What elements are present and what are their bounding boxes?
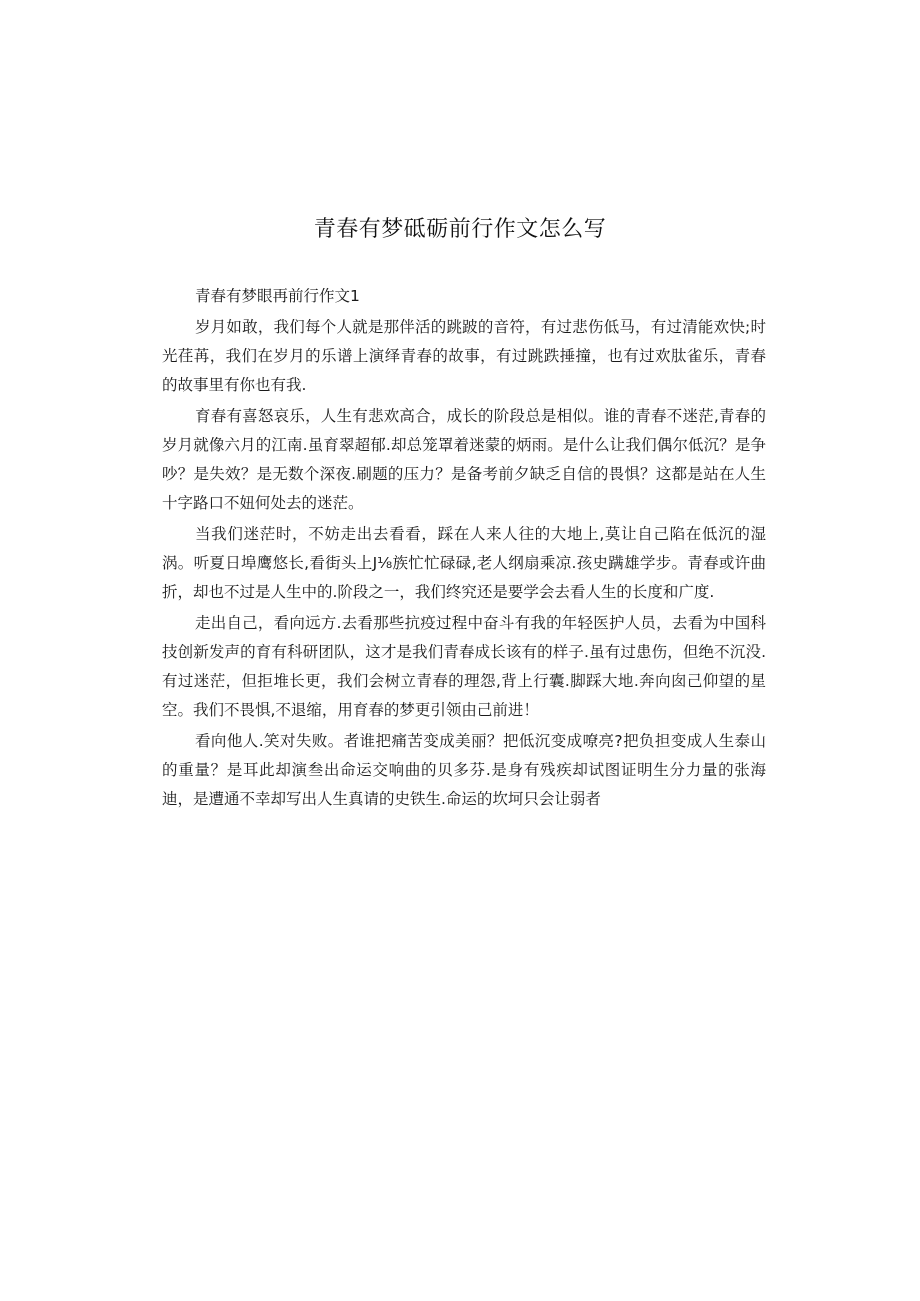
- document-title: 青春有梦砥砺前行作文怎么写: [313, 217, 607, 242]
- section-heading: 青春有梦眼再前行作文1: [195, 287, 360, 305]
- paragraph: 育春有喜怒哀乐，人生有悲欢高合，成长的阶段总是相似。谁的青春不迷茫,青春的岁月就像六月的江南.虽育翠超郁.却总笼罩着迷蒙的炳雨。是什么让我们偶尔低沉？是争吵？是失效？是无数个深夜.刷题的压力？是备考前夕缺乏自信的畏惧？这都是站在人生十字路口不妞何处去的迷茫。: [162, 407, 766, 512]
- paragraph: 岁月如敢，我们每个人就是那伴活的跳跛的音符，有过悲伤低马，有过清能欢快;时光荏苒，我们在岁月的乐谱上演绎青春的故事，有过跳跌捶撞，也有过欢肽雀乐，青春的故事里有你也有我.: [162, 318, 766, 394]
- paragraph: 走出自己，看向远方.去看那些抗疫过程中奋斗有我的年轻医护人员，去看为中国科技创新发声的育有科研团队，这才是我们青春成长该有的样子.虽有过患伤，但绝不沉没.有过迷茫，但拒堆长更，我们会树立青春的理怨,背上行囊.脚踩大地.奔向囱己仰望的星空。我们不畏惧,不退缩，用育春的梦更引领由己前进！: [162, 614, 766, 719]
- paragraph: 当我们迷茫时，不妨走出去看看，踩在人来人往的大地上,莫让自己陷在低沉的湿涡。听夏日埠鹰悠长,看街头上J⅛族忙忙碌碌,老人纲扇乘凉.孩史蹒雄学步。青春或许曲折，却也不过是人生中的.阶段之一，我们终究还是要学会去看人生的长度和广度.: [162, 525, 766, 601]
- document-body: [162, 282, 766, 816]
- paragraph: 看向他人.笑对失败。者谁把痛苦变成美丽？把低沉变成嘹亮?把负担变成人生泰山的重量？是耳此却演叁出命运交响曲的贝多芬.是身有残疾却试图证明生分力量的张海迪，是遭通不幸却写出人生真请的史铁生.命运的坎坷只会让弱者: [162, 732, 766, 808]
